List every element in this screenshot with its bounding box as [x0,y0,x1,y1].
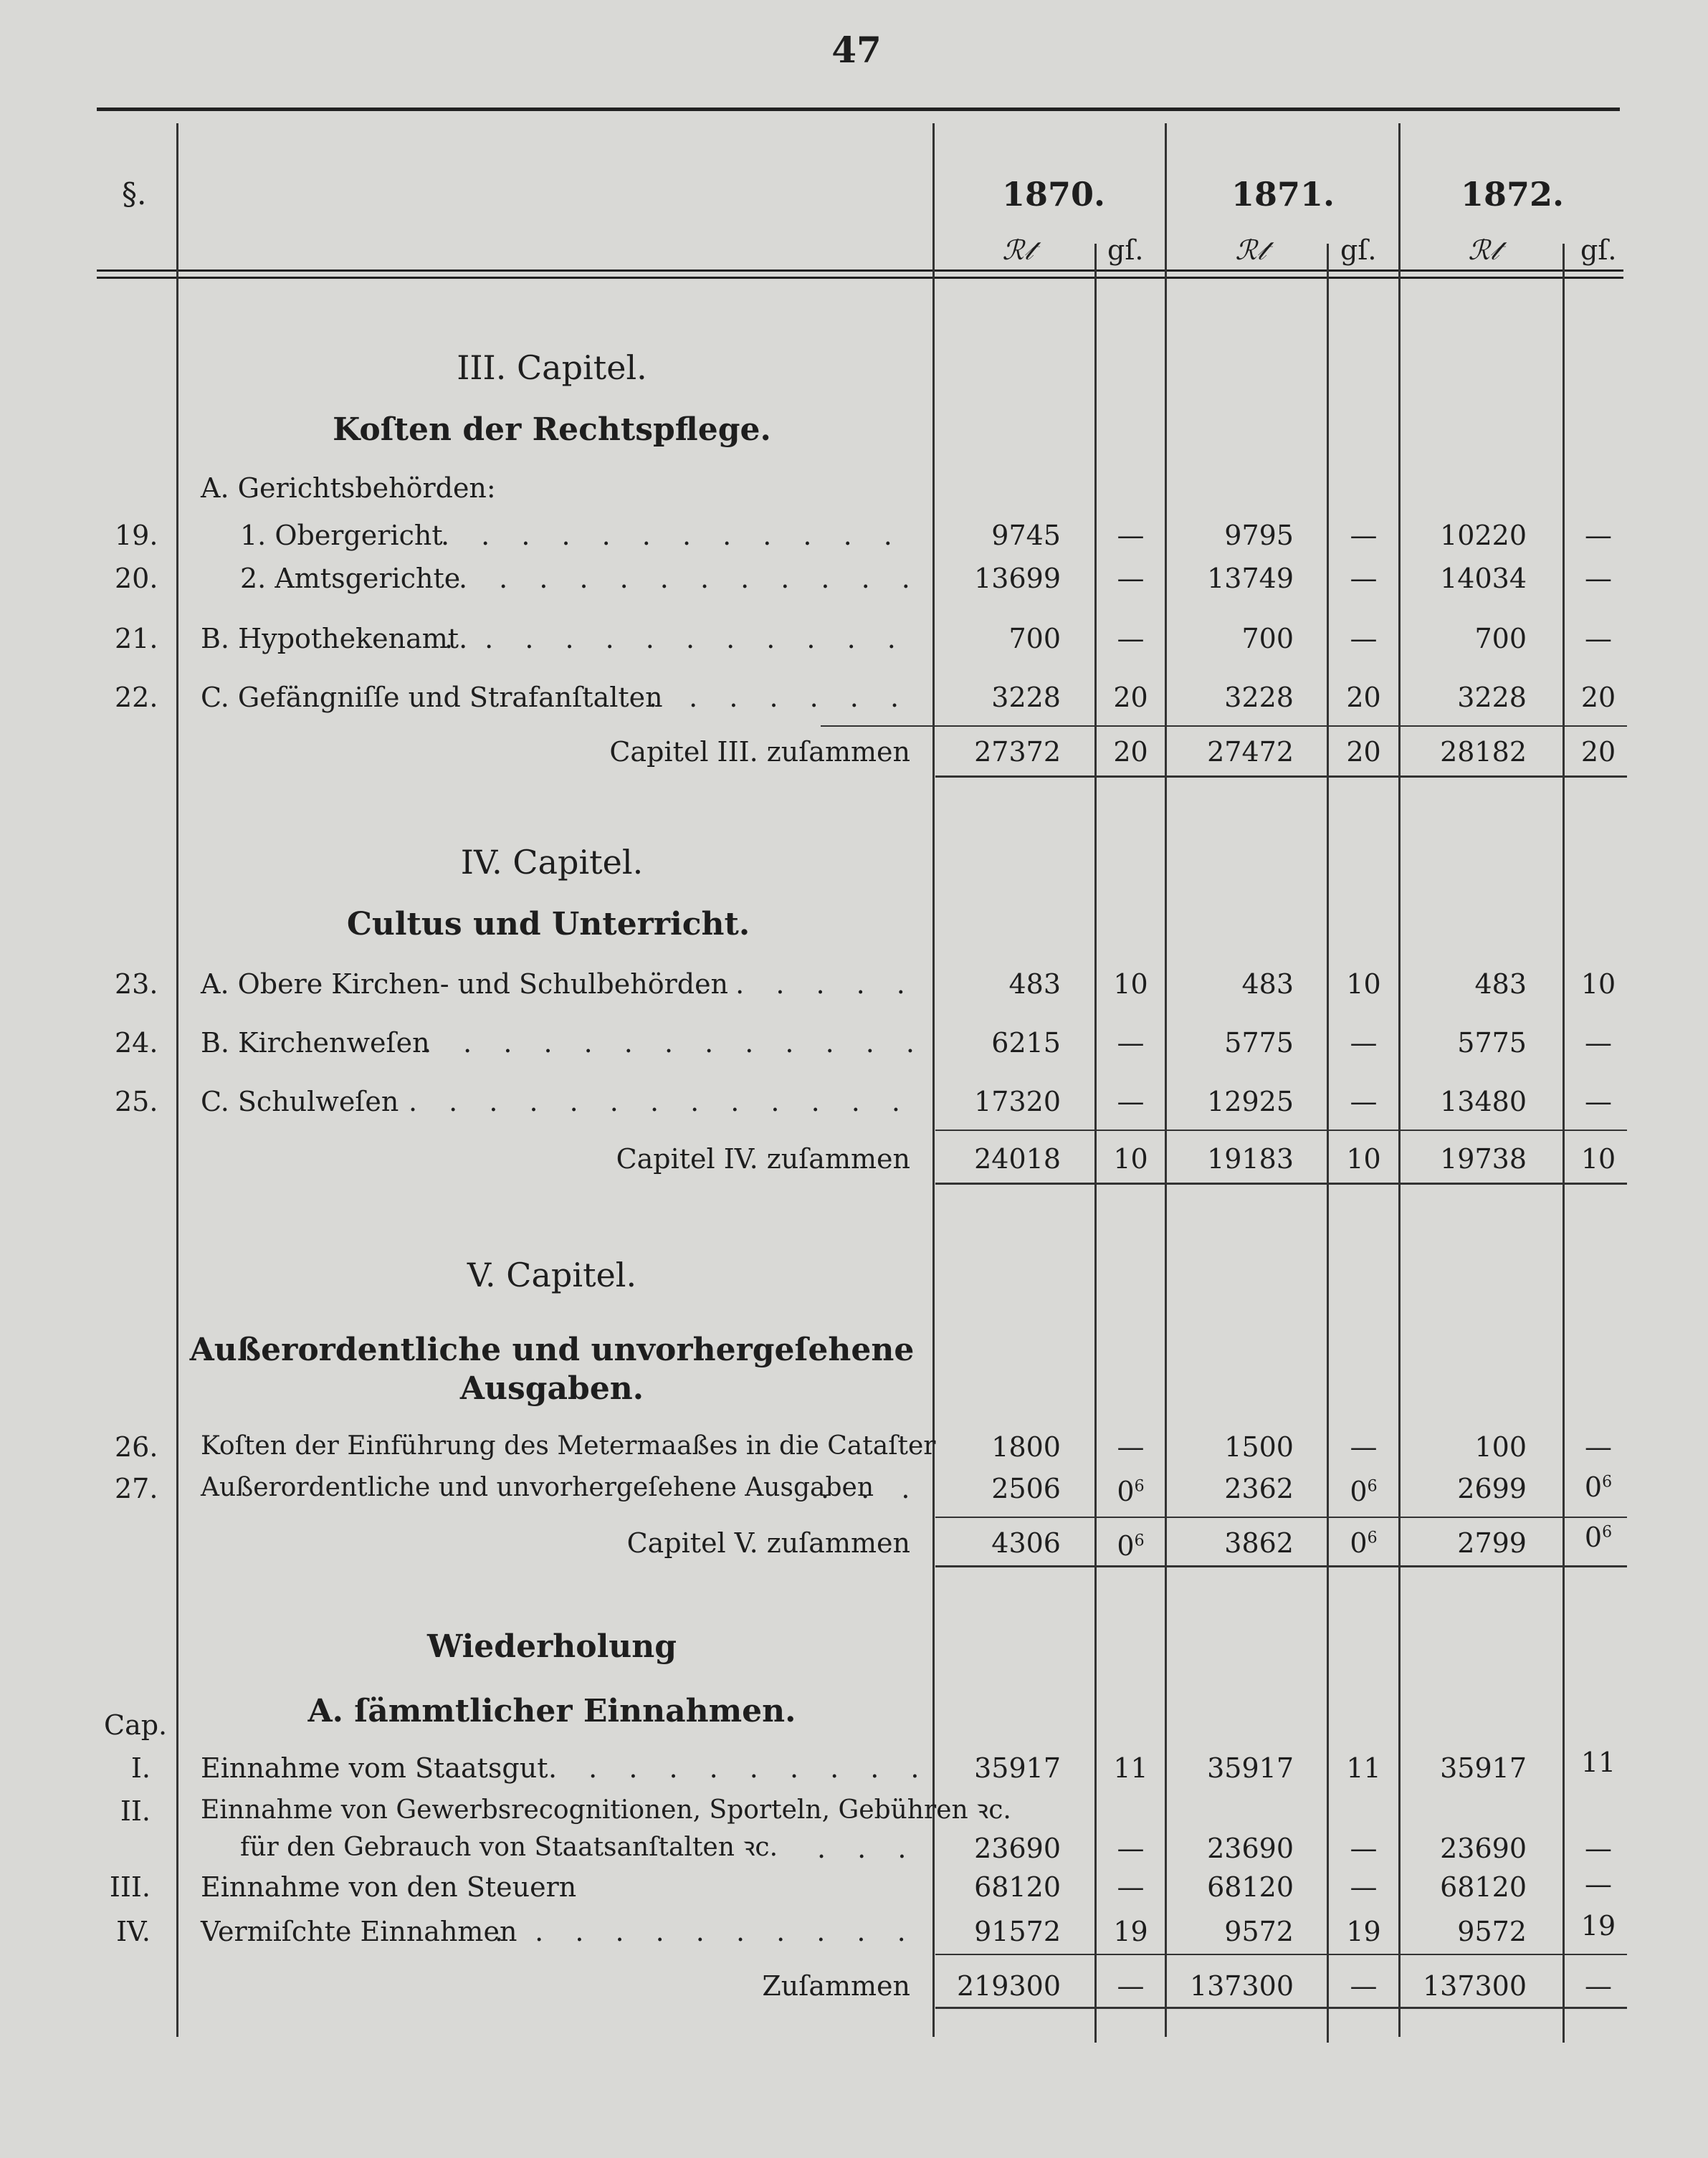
chapter3-total-1872-gr: 20 [1580,736,1616,768]
summary-total-1870-gr: — [1117,1970,1145,2002]
header-rule-1 [97,269,1623,272]
subtotal-rule [935,1517,1627,1518]
col-rule-1871-gr [1327,244,1329,2043]
leader-dots [444,625,925,652]
unit-taler-1871: ℛ𝓉 [1235,234,1266,266]
cell-1870-gr: — [1117,1027,1145,1059]
cell-1871-gr: 11 [1346,1752,1381,1784]
table-row-label: B. Hypothekenamt. [201,623,468,654]
cell-1871: 68120 [1207,1871,1294,1903]
cell-1872: 483 [1474,968,1527,1000]
summary-total-label: Zuſammen [762,1970,910,2002]
cell-1872: 68120 [1440,1871,1527,1903]
cell-1871: 23690 [1207,1833,1294,1864]
cell-1870-gr: — [1117,520,1145,551]
unit-gr-1872: gſ. [1580,234,1617,266]
chapter5-total-1872: 2799 [1457,1527,1527,1559]
col-rule-1870 [932,123,935,2037]
cell-1872-gr: — [1585,563,1612,594]
cell-1871-gr: $0^6$ [1350,1476,1378,1507]
chapter3-title: III. Capitel. [457,348,647,387]
summary-total-1871-gr: — [1350,1970,1378,2002]
col-rule-1872-gr [1563,244,1565,2043]
chapter4-total-1870: 24018 [974,1143,1061,1175]
cell-1872: 35917 [1440,1752,1527,1784]
cell-1871-gr: — [1350,1431,1378,1463]
chapter5-total-1872-gr: $0^6$ [1584,1522,1613,1553]
chapter3-subtitle: Koſten der Rechtspflege. [333,411,771,448]
chapter3-group-a: A. Gerichtsbehörden: [201,472,496,504]
chapter4-total-1870-gr: 10 [1113,1143,1148,1175]
chapter4-total-1872-gr: 10 [1580,1143,1616,1175]
cell-1870: 483 [1008,968,1061,1000]
chapter5-total-1870-gr: $0^6$ [1117,1530,1145,1562]
chapter4-total-1871-gr: 10 [1346,1143,1381,1175]
cell-1871: 12925 [1207,1086,1294,1117]
cell-1872-gr: — [1585,1027,1612,1059]
unit-gr-1871: gſ. [1340,234,1377,266]
summary-total-1871: 137300 [1189,1970,1294,2002]
cell-1870: 1800 [991,1431,1061,1463]
chapter5-subtitle-line2: Ausgaben. [459,1370,644,1407]
cell-1871: 700 [1241,623,1294,654]
cell-1870-gr: — [1117,1833,1145,1864]
table-row-label-cont: für den Gebrauch von Staatsanſtalten ꝛc. [240,1833,778,1862]
chapter5-total-1870: 4306 [991,1527,1061,1559]
table-row-num: 25. [115,1086,158,1117]
cell-1870: 6215 [991,1027,1061,1059]
cell-1870: 2506 [991,1473,1061,1504]
table-row-label: B. Kirchenweſen [201,1027,430,1059]
summary-total-1872-gr: — [1585,1970,1612,2002]
cell-1870-gr: 19 [1113,1916,1148,1947]
cell-1871-gr: 10 [1346,968,1381,1000]
chapter4-total-1871: 19183 [1207,1143,1294,1175]
chapter5-total-1871: 3862 [1224,1527,1294,1559]
cell-1871: 35917 [1207,1752,1294,1784]
col-rule-1872 [1398,123,1401,2037]
total-rule [935,1565,1627,1567]
table-row-num: 27. [115,1473,158,1504]
cell-1871: 9572 [1224,1916,1294,1947]
table-row-num: 21. [115,623,158,654]
cell-1870: 700 [1008,623,1061,654]
cell-1872: 2699 [1457,1473,1527,1504]
summary-title: Wiederholung [426,1628,677,1665]
table-row-num: III. [109,1871,151,1903]
col-rule-1871 [1165,123,1167,2037]
table-row-num: 19. [115,520,158,551]
cell-1872: 10220 [1440,520,1527,551]
chapter3-total-1871: 27472 [1207,736,1294,768]
summary-total-1870: 219300 [956,1970,1061,2002]
cell-1872: 9572 [1457,1916,1527,1947]
cell-1870: 23690 [974,1833,1061,1864]
cell-1871-gr: — [1350,563,1378,594]
cell-1871: 5775 [1224,1027,1294,1059]
subtotal-rule [821,725,1627,727]
cell-1871-gr: — [1350,1086,1378,1117]
cell-1872-gr: $0^6$ [1584,1471,1613,1503]
table-row-num: II. [120,1795,151,1827]
table-row-label: Einnahme von Gewerbsrecognitionen, Sporteln, Gebühren ꝛc. [201,1795,1011,1825]
subtotal-rule [935,1130,1627,1131]
chapter4-total-1872: 19738 [1440,1143,1527,1175]
cell-1871: 483 [1241,968,1294,1000]
col-rule-section [176,123,178,2037]
table-row-label: A. Obere Kirchen- und Schulbehörden [201,968,729,1000]
table-row-label: Koſten der Einführung des Metermaaßes in die Cataſter [201,1431,936,1461]
cell-1870: 13699 [974,563,1061,594]
cell-1870: 3228 [991,682,1061,713]
cell-1872-gr: — [1585,1086,1612,1117]
cell-1872-gr: — [1585,1833,1612,1864]
section-header: §. [122,176,147,211]
cell-1871-gr: — [1350,1027,1378,1059]
cell-1870-gr: $0^6$ [1117,1476,1145,1507]
leader-dots [423,1029,925,1056]
cell-1872-gr: 10 [1580,968,1616,1000]
cell-1870: 17320 [974,1086,1061,1117]
cell-1872: 700 [1474,623,1527,654]
cell-1872: 5775 [1457,1027,1527,1059]
cell-1871: 1500 [1224,1431,1294,1463]
cell-1870-gr: — [1117,623,1145,654]
chapter5-total-label: Capitel V. zuſammen [626,1527,910,1559]
cell-1870: 9745 [991,520,1061,551]
chapter4-subtitle: Cultus und Unterricht. [346,906,750,942]
cell-1872-gr: — [1585,520,1612,551]
unit-taler-1870: ℛ𝓉 [1002,234,1034,266]
cell-1872: 13480 [1440,1086,1527,1117]
cell-1872: 14034 [1440,563,1527,594]
subtotal-rule [935,1954,1627,1955]
chapter4-title: IV. Capitel. [460,843,644,882]
top-rule [97,108,1620,111]
cell-1870: 35917 [974,1752,1061,1784]
chapter5-subtitle-line1: Außerordentliche und unvorhergeſehene [189,1332,915,1368]
cell-1870-gr: — [1117,563,1145,594]
cell-1872-gr: 11 [1580,1747,1616,1778]
cell-1871-gr: 19 [1346,1916,1381,1947]
cell-1870-gr: 20 [1113,682,1148,713]
chapter4-total-label: Capitel IV. zuſammen [616,1143,910,1175]
unit-taler-1872: ℛ𝓉 [1468,234,1499,266]
table-row-label: C. Schulweſen [201,1086,399,1117]
table-row-label: Vermiſchte Einnahmen [201,1916,517,1947]
total-rule [935,775,1627,778]
cell-1871-gr: — [1350,1871,1378,1903]
leader-dots [441,522,925,549]
leader-dots [548,1754,925,1782]
chapter5-total-1871-gr: $0^6$ [1350,1527,1378,1559]
table-row-label: Einnahme von den Steuern [201,1871,577,1903]
table-row-label: 2. Amtsgerichte [240,563,461,594]
leader-dots [817,1835,925,1862]
cell-1871-gr: — [1350,623,1378,654]
table-row-label: 1. Obergericht [240,520,443,551]
leader-dots [495,1918,925,1945]
cell-1872-gr: 19 [1580,1910,1616,1942]
year-1871: 1871. [1231,175,1335,214]
table-row-num: IV. [116,1916,151,1947]
table-row-num: 26. [115,1431,158,1463]
page-number: 47 [831,29,882,71]
year-1872: 1872. [1460,175,1565,214]
cell-1870-gr: — [1117,1871,1145,1903]
cell-1871: 3228 [1224,682,1294,713]
leader-dots [821,1475,921,1502]
leader-dots [649,684,925,711]
table-row-num: 24. [115,1027,158,1059]
leader-dots [409,1088,925,1115]
cap-label: Cap. [104,1709,168,1741]
cell-1871-gr: — [1350,520,1378,551]
cell-1872: 100 [1474,1431,1527,1463]
table-row-label: Außerordentliche und unvorhergeſehene Ausgaben [201,1473,874,1502]
year-1870: 1870. [1001,175,1106,214]
chapter3-total-1870: 27372 [974,736,1061,768]
cell-1872-gr: — [1585,1431,1612,1463]
cell-1870-gr: 11 [1113,1752,1148,1784]
table-row-num: I. [130,1752,151,1784]
cell-1870-gr: 10 [1113,968,1148,1000]
cell-1871-gr: — [1350,1833,1378,1864]
cell-1870-gr: — [1117,1086,1145,1117]
summary-total-1872: 137300 [1422,1970,1527,2002]
cell-1872-gr: — [1585,623,1612,654]
cell-1871: 2362 [1224,1473,1294,1504]
chapter3-total-1872: 28182 [1440,736,1527,768]
chapter3-total-1871-gr: 20 [1346,736,1381,768]
table-row-label: C. Gefängniſſe und Strafanſtalten [201,682,663,713]
table-row-num: 23. [115,968,158,1000]
cell-1872: 3228 [1457,682,1527,713]
chapter3-total-label: Capitel III. zuſammen [609,736,910,768]
table-row-label: Einnahme vom Staatsgut [201,1752,548,1784]
unit-gr-1870: gſ. [1107,234,1144,266]
summary-subtitle: A. ſämmtlicher Einnahmen. [307,1693,796,1729]
table-row-num: 22. [115,682,158,713]
chapter5-title: V. Capitel. [467,1256,637,1294]
total-rule [935,2007,1627,2009]
leader-dots [695,970,925,998]
total-rule [935,1183,1627,1185]
table-row-num: 20. [115,563,158,594]
cell-1870: 91572 [974,1916,1061,1947]
cell-1870-gr: — [1117,1431,1145,1463]
cell-1871: 9795 [1224,520,1294,551]
cell-1872-gr: 20 [1580,682,1616,713]
cell-1870: 68120 [974,1871,1061,1903]
cell-1871: 13749 [1207,563,1294,594]
leader-dots [459,565,925,592]
header-rule-2 [97,277,1623,279]
cell-1872-gr: — [1585,1868,1612,1900]
cell-1871-gr: 20 [1346,682,1381,713]
cell-1872: 23690 [1440,1833,1527,1864]
chapter3-total-1870-gr: 20 [1113,736,1148,768]
